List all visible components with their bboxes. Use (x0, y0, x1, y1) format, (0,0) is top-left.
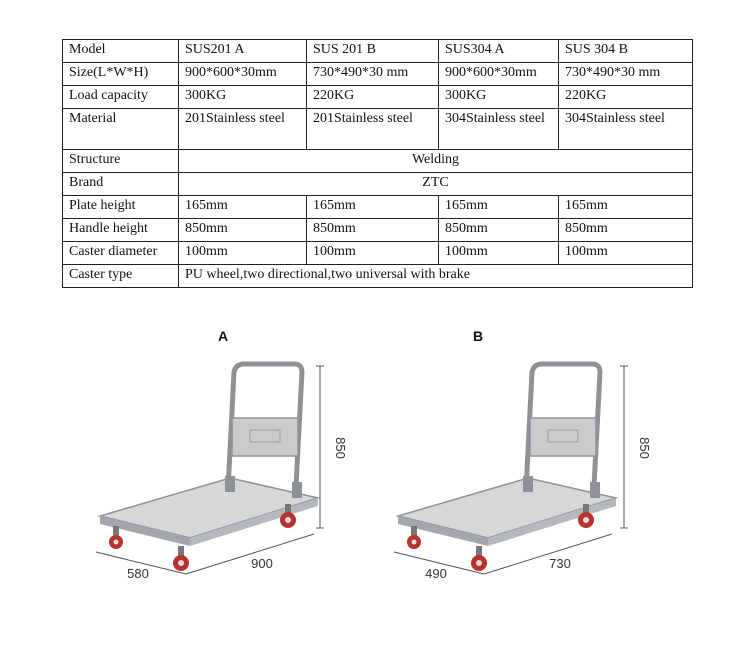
cell: 201Stainless steel (307, 109, 439, 150)
hinge (292, 482, 302, 498)
length-dimension-label: 900 (251, 556, 273, 571)
cell: ZTC (179, 173, 693, 196)
cell: 220KG (307, 86, 439, 109)
row-label: Load capacity (63, 86, 179, 109)
table-row (63, 86, 693, 109)
row-label: Brand (63, 173, 179, 196)
cell: SUS201 A (179, 40, 307, 63)
cell: 730*490*30 mm (307, 63, 439, 86)
cell: 900*600*30mm (179, 63, 307, 86)
caster-wheel (471, 546, 487, 571)
cell: 850mm (307, 219, 439, 242)
caster-wheel (173, 546, 189, 571)
cell: 220KG (559, 86, 693, 109)
hinge (225, 476, 235, 492)
cell: 201Stainless steel (179, 109, 307, 150)
cell: 165mm (439, 196, 559, 219)
cell: SUS304 A (439, 40, 559, 63)
table-row (63, 265, 693, 288)
cell: 850mm (439, 219, 559, 242)
cell: 100mm (439, 242, 559, 265)
cell: Welding (179, 150, 693, 173)
hinge (523, 476, 533, 492)
trolley-figure-a (82, 320, 382, 620)
caster-wheel (407, 526, 421, 549)
spec-table (62, 39, 693, 288)
table-row (63, 196, 693, 219)
table-row (63, 109, 693, 150)
figure-label: A (218, 328, 229, 344)
trolley-figure-b (380, 320, 680, 620)
trolley-a-illustration (82, 320, 382, 620)
height-dimension-label: 850 (637, 437, 652, 459)
cell: 900*600*30mm (439, 63, 559, 86)
cell: 850mm (179, 219, 307, 242)
row-label: Caster diameter (63, 242, 179, 265)
handle-panel (530, 418, 596, 456)
cell: SUS 304 B (559, 40, 693, 63)
cell: 165mm (179, 196, 307, 219)
trolley-b-illustration (380, 320, 680, 620)
hinge (590, 482, 600, 498)
cell: 100mm (179, 242, 307, 265)
cell: 300KG (439, 86, 559, 109)
cell: PU wheel,two directional,two universal with brake (179, 265, 693, 288)
cell: SUS 201 B (307, 40, 439, 63)
table-row (63, 150, 693, 173)
cell: 165mm (307, 196, 439, 219)
caster-wheel (109, 526, 123, 549)
height-dimension-label: 850 (333, 437, 348, 459)
cell: 100mm (307, 242, 439, 265)
table-row (63, 63, 693, 86)
cell: 304Stainless steel (439, 109, 559, 150)
cell: 100mm (559, 242, 693, 265)
width-dimension-label: 490 (425, 566, 447, 581)
width-dimension-label: 580 (127, 566, 149, 581)
table-row (63, 219, 693, 242)
length-dimension-label: 730 (549, 556, 571, 571)
row-label: Structure (63, 150, 179, 173)
row-label: Handle height (63, 219, 179, 242)
row-label: Model (63, 40, 179, 63)
row-label: Material (63, 109, 179, 150)
table-row (63, 173, 693, 196)
handle-panel (232, 418, 298, 456)
cell: 304Stainless steel (559, 109, 693, 150)
cell: 730*490*30 mm (559, 63, 693, 86)
table-row (63, 242, 693, 265)
figure-label: B (473, 328, 484, 344)
row-label: Size(L*W*H) (63, 63, 179, 86)
row-label: Caster type (63, 265, 179, 288)
cell: 850mm (559, 219, 693, 242)
cell: 300KG (179, 86, 307, 109)
row-label: Plate height (63, 196, 179, 219)
cell: 165mm (559, 196, 693, 219)
table-row (63, 40, 693, 63)
